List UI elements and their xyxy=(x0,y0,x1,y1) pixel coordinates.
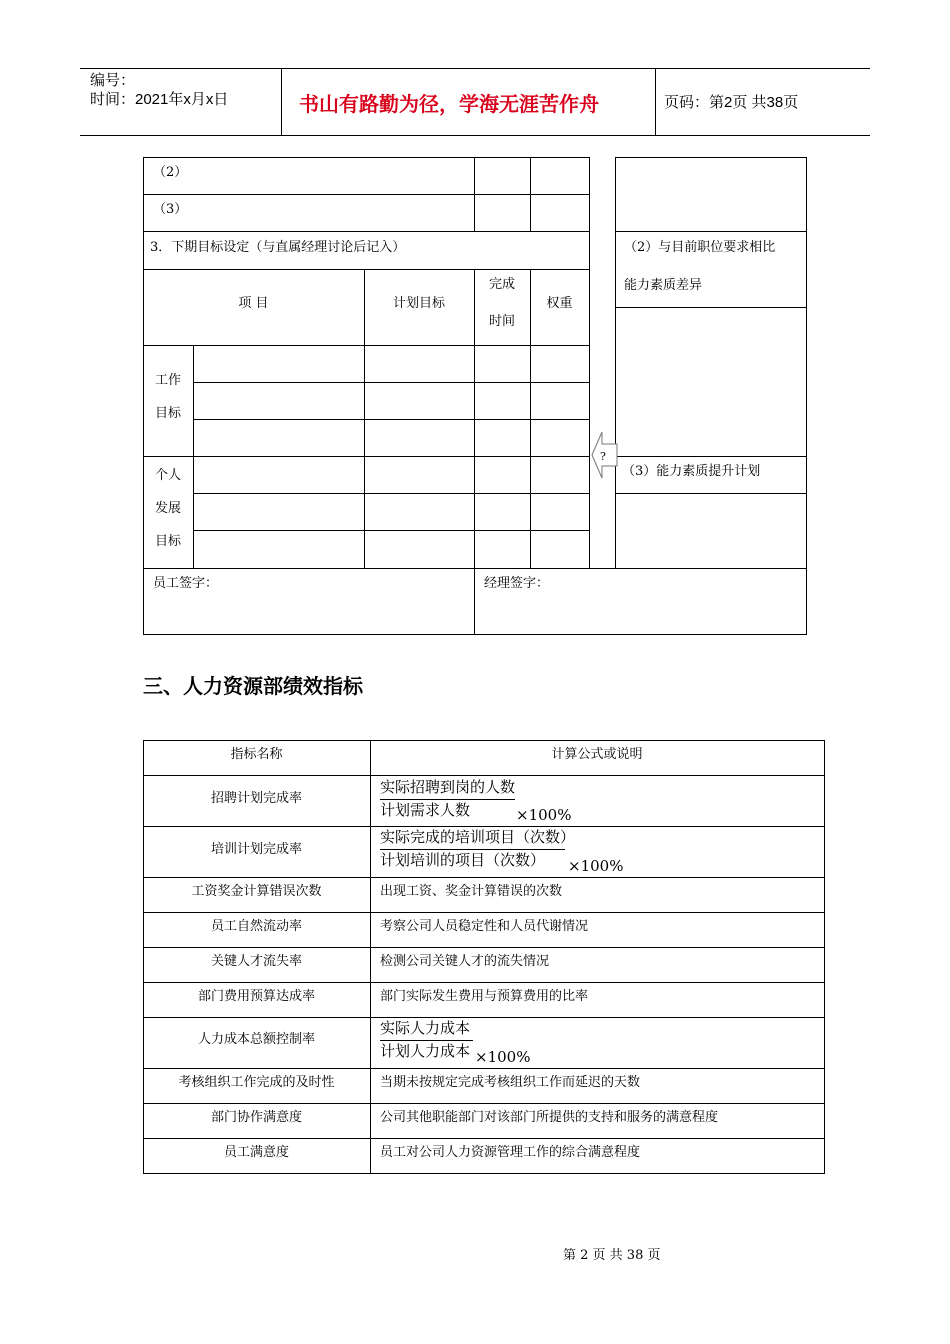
form-line xyxy=(615,456,806,457)
kpi-description: 出现工资、奖金计算错误的次数 xyxy=(380,884,563,899)
table-line xyxy=(143,775,824,776)
form-line xyxy=(474,157,589,158)
kpi-description: 考察公司人员稳定性和人员代谢情况 xyxy=(380,919,589,934)
table-line xyxy=(143,947,824,948)
section-title: 三、人力资源部绩效指标 xyxy=(143,674,363,698)
personal-goal-label: 发展 xyxy=(154,501,181,516)
header-motto: 书山有路勤为径，学海无涯苦作舟 xyxy=(299,92,599,116)
row-label: （3） xyxy=(153,202,188,217)
header-divider xyxy=(281,68,282,136)
ability-gap-title: 能力素质差异 xyxy=(624,278,703,293)
kpi-description: 检测公司关键人才的流失情况 xyxy=(380,954,550,969)
page-code: 页码：第2页 共38页 xyxy=(664,94,799,111)
kpi-header-formula: 计算公式或说明 xyxy=(551,747,643,762)
form-line xyxy=(143,157,144,635)
form-line xyxy=(364,269,365,569)
kpi-name: 招聘计划完成率 xyxy=(210,791,302,806)
form-line xyxy=(143,269,589,270)
form-line xyxy=(143,345,589,346)
form-line xyxy=(530,269,531,569)
personal-goal-label: 个人 xyxy=(154,468,181,483)
header-top-rule xyxy=(80,68,870,69)
page-footer: 第 2 页 共 38 页 xyxy=(563,1248,661,1263)
formula-denominator: 计划人力成本 xyxy=(380,1042,471,1060)
table-line xyxy=(824,740,825,1174)
manager-signature-label: 经理签字： xyxy=(484,576,550,591)
formula-denominator: 计划培训的项目（次数） xyxy=(380,851,546,869)
ability-gap-title: （2）与目前职位要求相比 xyxy=(624,240,776,255)
form-line xyxy=(530,157,531,232)
kpi-name: 考核组织工作完成的及时性 xyxy=(178,1075,335,1090)
form-line xyxy=(474,568,475,635)
form-line xyxy=(143,194,589,195)
form-line xyxy=(615,307,806,308)
document-time: 时间：2021年x月x日 xyxy=(90,91,229,108)
kpi-name: 培训计划完成率 xyxy=(210,842,302,857)
row-label: （2） xyxy=(153,165,188,180)
employee-signature-label: 员工签字： xyxy=(153,576,219,591)
formula-denominator: 计划需求人数 xyxy=(380,801,471,819)
formula-numerator: 实际招聘到岗的人数 xyxy=(380,778,516,796)
kpi-description: 公司其他职能部门对该部门所提供的支持和服务的满意程度 xyxy=(380,1110,719,1125)
kpi-description: 员工对公司人力资源管理工作的综合满意程度 xyxy=(380,1145,641,1160)
header-divider xyxy=(655,68,656,136)
fraction-bar xyxy=(380,1040,473,1041)
formula-numerator: 实际完成的培训项目（次数） xyxy=(380,828,576,846)
table-line xyxy=(143,1068,824,1069)
table-line xyxy=(143,877,824,878)
work-goal-label: 工作 xyxy=(154,373,181,388)
ability-plan-title: （3）能力素质提升计划 xyxy=(622,464,761,479)
formula-multiplier: ×100% xyxy=(568,857,624,875)
form-line xyxy=(589,157,590,569)
form-line xyxy=(615,157,806,158)
form-line xyxy=(806,157,807,635)
kpi-name: 工资奖金计算错误次数 xyxy=(191,884,322,899)
form-line xyxy=(143,157,474,158)
table-line xyxy=(143,1138,824,1139)
col-weight-header: 权重 xyxy=(546,296,573,311)
kpi-name: 人力成本总额控制率 xyxy=(197,1032,315,1047)
form-line xyxy=(143,231,589,232)
arrow-mark: ? xyxy=(600,450,606,463)
table-line xyxy=(143,982,824,983)
header-bottom-rule xyxy=(80,135,870,136)
form-line xyxy=(615,231,806,232)
fraction-bar xyxy=(380,849,565,850)
kpi-name: 部门费用预算达成率 xyxy=(197,989,315,1004)
kpi-name: 部门协作满意度 xyxy=(210,1110,302,1125)
form-line xyxy=(474,157,475,232)
col-item-header: 项 目 xyxy=(238,296,269,311)
form-line xyxy=(193,345,194,569)
work-goal-label: 目标 xyxy=(154,406,181,421)
col-time-header: 完成 xyxy=(488,277,515,292)
formula-multiplier: ×100% xyxy=(475,1048,531,1066)
personal-goal-label: 目标 xyxy=(154,534,181,549)
form-line xyxy=(143,456,589,457)
form-line xyxy=(615,157,616,569)
col-plan-header: 计划目标 xyxy=(392,296,445,311)
table-line xyxy=(143,1173,824,1174)
document-number: 编号： xyxy=(90,72,136,89)
table-line xyxy=(143,826,824,827)
kpi-name: 员工自然流动率 xyxy=(210,919,302,934)
table-line xyxy=(143,912,824,913)
form-line xyxy=(615,493,806,494)
table-line xyxy=(370,740,371,1174)
next-goal-title: 3．下期目标设定（与直属经理讨论后记入） xyxy=(150,240,406,255)
table-line xyxy=(143,1103,824,1104)
fraction-bar xyxy=(380,799,515,800)
kpi-description: 部门实际发生费用与预算费用的比率 xyxy=(380,989,589,1004)
table-line xyxy=(143,1017,824,1018)
kpi-description: 当期未按规定完成考核组织工作而延迟的天数 xyxy=(380,1075,641,1090)
kpi-name: 员工满意度 xyxy=(223,1145,289,1160)
kpi-header-name: 指标名称 xyxy=(230,747,283,762)
formula-numerator: 实际人力成本 xyxy=(380,1019,471,1037)
kpi-name: 关键人才流失率 xyxy=(210,954,302,969)
formula-multiplier: ×100% xyxy=(516,806,572,824)
col-time-header: 时间 xyxy=(488,314,515,329)
table-line xyxy=(143,740,824,741)
